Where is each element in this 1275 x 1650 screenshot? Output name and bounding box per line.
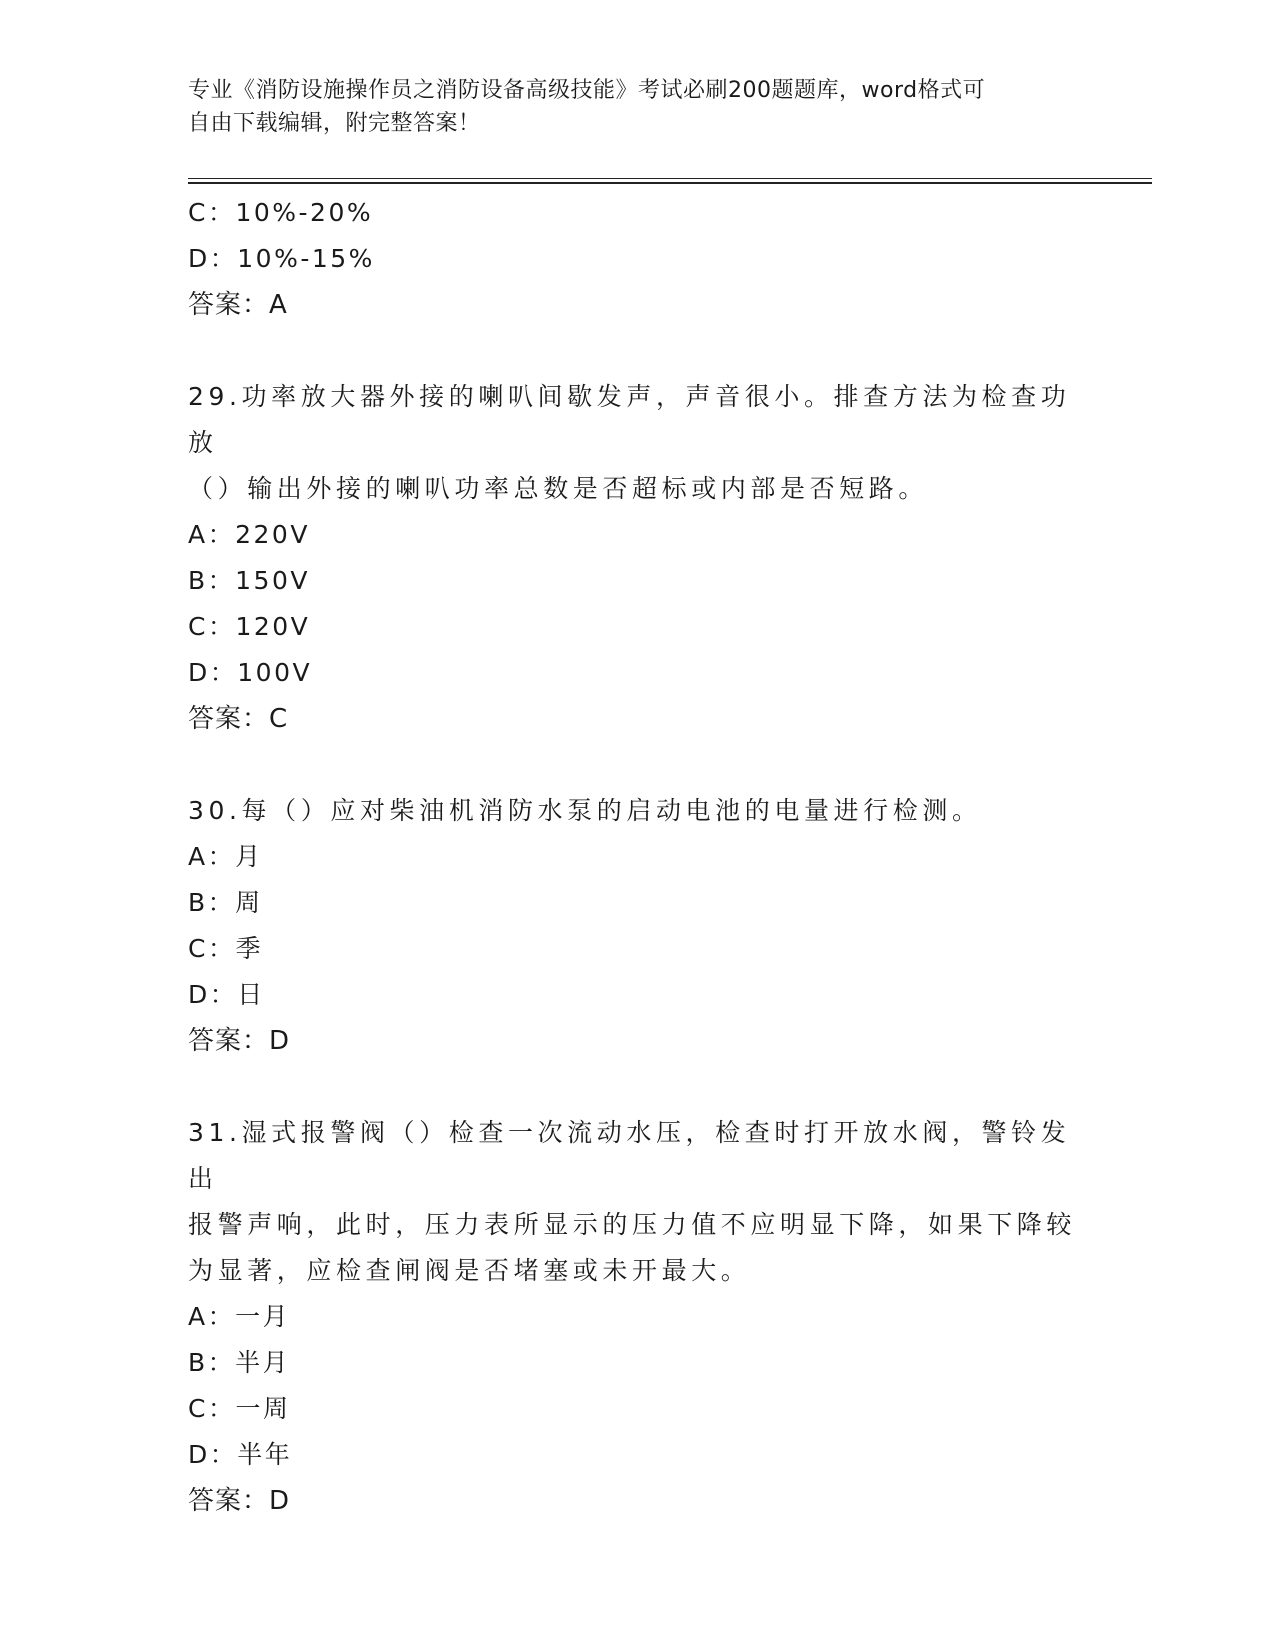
option-key: D： [188,1440,238,1469]
option-d [188,236,1088,282]
header-divider-thick [188,182,1152,184]
option-b [188,1340,1088,1386]
option-c [188,604,1088,650]
option-value: 10%-20% [235,198,374,227]
header-line-1: 专业《消防设施操作员之消防设备高级技能》考试必刷200题题库，word格式可 [188,78,986,103]
option-value: 半月 [235,1348,291,1377]
option-value: 220V [235,520,310,549]
option-key: C： [188,612,236,641]
option-value: 周 [235,888,263,917]
spacer [188,742,1088,788]
question-29 [188,374,1088,742]
question-30 [188,788,1088,1064]
question-stem-line: 报警声响，此时，压力表所显示的压力值不应明显下降，如果下降较 [188,1210,1077,1239]
option-key: D： [188,244,238,273]
option-a [188,1294,1088,1340]
option-value: 150V [235,566,310,595]
option-d [188,650,1088,696]
option-d [188,1432,1088,1478]
option-key: A： [188,842,236,871]
answer-line: 答案：A [188,290,288,320]
option-b [188,880,1088,926]
spacer [188,328,1088,374]
option-b [188,558,1088,604]
question-28-tail [188,190,1088,328]
question-31 [188,1110,1088,1524]
option-c [188,1386,1088,1432]
question-stem-line: 为显著，应检查闸阀是否堵塞或未开最大。 [188,1256,751,1285]
option-key: D： [188,658,238,687]
option-key: A： [188,520,236,549]
question-stem-line: 29.功率放大器外接的喇叭间歇发声，声音很小。排查方法为检查功放 [188,382,1071,457]
answer-line: 答案：D [188,1026,291,1056]
answer-line: 答案：C [188,704,289,734]
option-c [188,190,1088,236]
option-value: 一周 [235,1394,291,1423]
option-value: 10%-15% [237,244,375,273]
option-value: 半年 [237,1440,293,1469]
option-a [188,834,1088,880]
document-body [188,190,1088,1524]
spacer [188,1064,1088,1110]
document-header [188,74,1088,140]
option-value: 月 [235,842,263,871]
option-value: 季 [235,934,263,963]
answer-line: 答案：D [188,1486,291,1516]
option-key: C： [188,934,236,963]
option-key: B： [188,888,236,917]
header-line-2: 自由下载编辑，附完整答案！ [188,111,481,136]
option-c [188,926,1088,972]
question-stem-line: 30.每（）应对柴油机消防水泵的启动电池的电量进行检测。 [188,796,982,825]
option-value: 一月 [235,1302,291,1331]
option-a [188,512,1088,558]
header-divider-thin [188,178,1152,179]
option-key: A： [188,1302,236,1331]
option-value: 100V [237,658,313,687]
option-value: 日 [237,980,265,1009]
option-key: B： [188,566,236,595]
question-stem-line: （）输出外接的喇叭功率总数是否超标或内部是否短路。 [188,474,929,503]
option-d [188,972,1088,1018]
option-key: B： [188,1348,236,1377]
option-key: C： [188,1394,236,1423]
option-value: 120V [235,612,311,641]
option-key: D： [188,980,238,1009]
option-key: C： [188,198,236,227]
question-stem-line: 31.湿式报警阀（）检查一次流动水压，检查时打开放水阀，警铃发出 [188,1118,1071,1193]
